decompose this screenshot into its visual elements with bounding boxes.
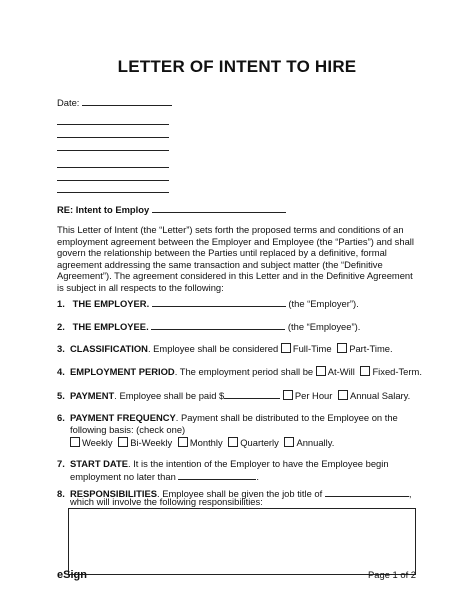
section-heading: THE EMPLOYEE	[72, 321, 147, 332]
weekly-checkbox[interactable]	[70, 437, 80, 447]
full-time-checkbox[interactable]	[281, 343, 291, 353]
date-field[interactable]	[82, 96, 172, 106]
start-date-end: .	[256, 471, 260, 482]
monthly-checkbox[interactable]	[178, 437, 188, 447]
fixed-term-checkbox[interactable]	[360, 366, 370, 376]
section-text: . Employee shall be given the job title of	[157, 488, 323, 499]
annual-salary-label: Annual Salary.	[349, 390, 411, 401]
payment-amount-field[interactable]	[224, 389, 280, 399]
section-heading: EMPLOYMENT PERIOD	[70, 366, 175, 377]
section-heading: PAYMENT	[70, 390, 115, 401]
per-hour-checkbox[interactable]	[283, 390, 293, 400]
section-text: . Employee shall be paid $	[114, 390, 225, 401]
section-heading: THE EMPLOYER	[72, 298, 147, 309]
start-date-text: employment no later than	[70, 471, 176, 482]
section-heading: CLASSIFICATION	[70, 343, 148, 354]
re-field[interactable]	[152, 203, 286, 213]
section-tail: (the “Employer”).	[288, 298, 359, 309]
section-heading: RESPONSIBILITIES	[70, 488, 157, 499]
address-line-1[interactable]	[57, 124, 169, 125]
bi-weekly-label: Bi-Weekly	[130, 437, 173, 448]
section-number: 6.	[57, 412, 65, 423]
section-employment-period	[57, 366, 422, 378]
part-time-checkbox[interactable]	[337, 343, 347, 353]
full-time-label: Full-Time	[292, 343, 332, 354]
monthly-label: Monthly	[189, 437, 223, 448]
section-tail: (the “Employee”).	[287, 321, 361, 332]
annually-checkbox[interactable]	[284, 437, 294, 447]
quarterly-checkbox[interactable]	[228, 437, 238, 447]
section-number: 4.	[57, 366, 65, 377]
job-title-end: ,	[408, 488, 412, 499]
per-hour-label: Per Hour	[294, 390, 333, 401]
section-text: . The employment period shall be	[174, 366, 314, 377]
section-number: 1.	[57, 298, 65, 309]
section-payment	[57, 389, 410, 402]
part-time-label: Part-Time.	[349, 343, 393, 354]
annual-salary-checkbox[interactable]	[338, 390, 348, 400]
bi-weekly-checkbox[interactable]	[118, 437, 128, 447]
at-will-label: At-Will	[327, 366, 355, 377]
start-date-field[interactable]	[178, 470, 256, 480]
section-payment-frequency	[57, 412, 398, 424]
address-line-3[interactable]	[57, 150, 169, 151]
esign-logo: eSign	[57, 569, 87, 581]
intro-paragraph: This Letter of Intent (the “Letter”) sets forth the proposed terms and conditions of an employment agreement between the Employer and Employee (the “Parties”) and shall govern the relationship between the Parties until replaced by a definitive, formal agreement addressing the same transaction and subject matter (the “Definitive Agreement”). The agreement considered in this Letter and in the Definitive Agreement is subject in all respects to the following:	[57, 224, 414, 293]
re-label: RE: Intent to Employ	[57, 204, 150, 215]
date-label: Date:	[57, 97, 80, 108]
address-line-4[interactable]	[57, 167, 169, 168]
employer-name-field[interactable]	[152, 297, 286, 307]
responsibilities-line-2: which will involve the following responsibilities:	[70, 496, 263, 507]
section-heading: PAYMENT FREQUENCY	[70, 412, 176, 423]
job-title-field[interactable]	[325, 487, 409, 497]
start-date-line-2	[70, 470, 259, 483]
fixed-term-label: Fixed-Term.	[372, 366, 422, 377]
page-number: Page 1 of 2	[368, 569, 416, 580]
section-number: 2.	[57, 321, 65, 332]
section-employee: 2. THE EMPLOYEE. (the “Employee”).	[57, 321, 361, 332]
section-number: 3.	[57, 343, 65, 354]
section-number: 8.	[57, 488, 65, 499]
at-will-checkbox[interactable]	[316, 366, 326, 376]
document-title: LETTER OF INTENT TO HIRE	[117, 57, 357, 76]
section-employer: 1. THE EMPLOYER. (the “Employer”).	[57, 298, 359, 309]
date-row	[57, 96, 172, 109]
section-classification	[57, 343, 393, 355]
re-row	[57, 203, 286, 216]
section-number: 5.	[57, 390, 65, 401]
section-text: . Payment shall be distributed to the Employee on the	[175, 412, 398, 423]
weekly-label: Weekly	[82, 437, 113, 448]
employee-name-field[interactable]	[151, 320, 285, 330]
address-line-2[interactable]	[57, 137, 169, 138]
annually-label: Annually.	[296, 437, 335, 448]
section-number: 7.	[57, 458, 65, 469]
quarterly-label: Quarterly	[240, 437, 279, 448]
payment-frequency-options	[70, 437, 334, 449]
responsibilities-textbox[interactable]	[68, 508, 416, 575]
address-line-6[interactable]	[57, 192, 169, 193]
section-text: . It is the intention of the Employer to have the Employee begin	[127, 458, 389, 469]
payment-frequency-line-2: following basis: (check one)	[70, 424, 186, 435]
section-text: . Employee shall be considered	[147, 343, 279, 354]
section-heading: START DATE	[70, 458, 128, 469]
section-start-date	[57, 458, 389, 470]
address-line-5[interactable]	[57, 180, 169, 181]
